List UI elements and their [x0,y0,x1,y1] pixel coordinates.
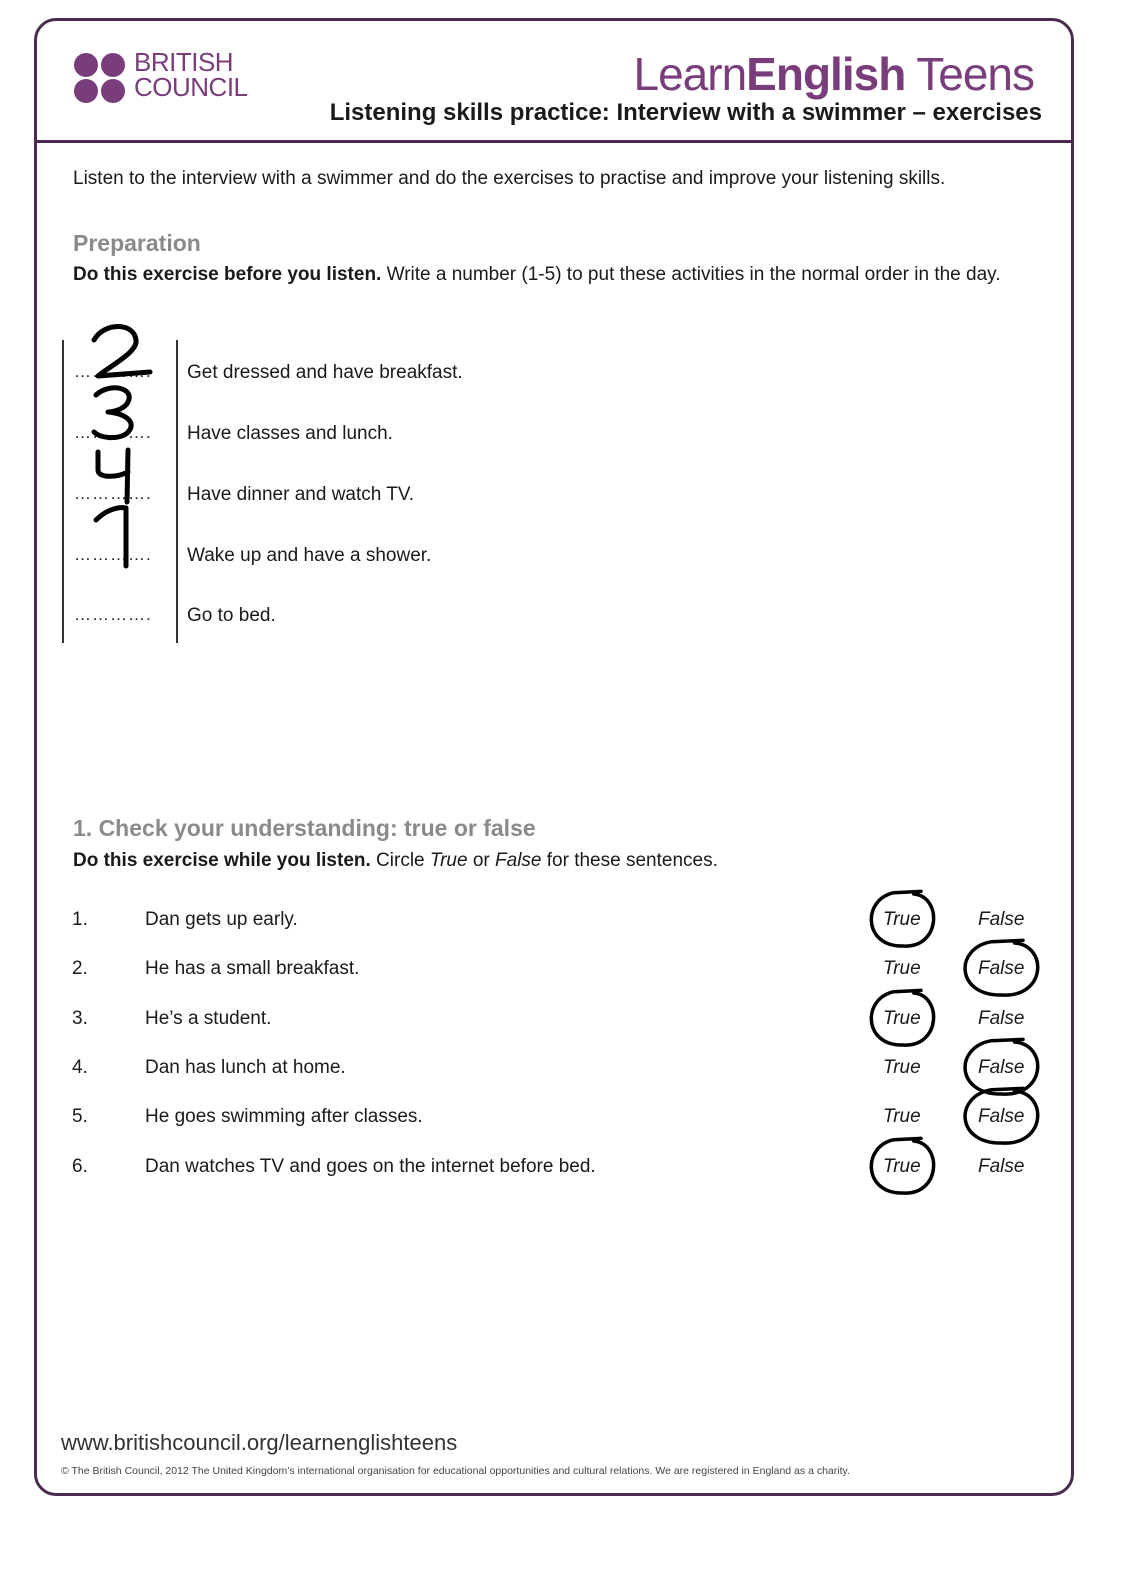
true-option[interactable]: True [883,1156,921,1177]
true-option[interactable]: True [883,1008,921,1029]
logo-dots-icon [74,52,128,104]
false-option[interactable]: False [978,958,1025,979]
true-false-heading: 1. Check your understanding: true or false [73,815,536,841]
false-option[interactable]: False [978,909,1025,930]
preparation-instruction: Do this exercise before you listen. Write a number (1-5) to put these activities in the normal order in the day. [73,264,1001,285]
question-text: He goes swimming after classes. [145,1106,423,1127]
page-title: Listening skills practice: Interview with a swimmer – exercises [329,99,1042,126]
activity-text: Get dressed and have breakfast. [187,362,463,383]
answer-blank[interactable]: …………. [74,484,152,503]
question-text: Dan watches TV and goes on the internet before bed. [145,1156,596,1177]
answer-blank[interactable]: …………. [74,545,152,564]
activity-text: Go to bed. [187,605,276,626]
activity-text: Wake up and have a shower. [187,545,432,566]
british-council-logo [74,47,264,104]
footer-copyright: © The British Council, 2012 The United Kingdom’s international organisation for educational opportunities and cultural relations. We are registered in England as a charity. [61,1465,850,1477]
question-number: 3. [72,1008,88,1029]
activity-text: Have classes and lunch. [187,423,393,444]
question-number: 1. [72,909,88,930]
table-left-border [62,340,64,643]
false-option[interactable]: False [978,1008,1025,1029]
question-number: 2. [72,958,88,979]
true-option[interactable]: True [883,958,921,979]
question-text: He’s a student. [145,1008,272,1029]
answer-blank[interactable]: …………. [74,362,152,381]
question-text: Dan has lunch at home. [145,1057,346,1078]
footer-url: www.britishcouncil.org/learnenglishteens [61,1430,458,1455]
question-number: 4. [72,1057,88,1078]
learnenglish-teens-logo: LearnEnglish Teens [633,48,1034,100]
false-option[interactable]: False [978,1156,1025,1177]
question-number: 5. [72,1106,88,1127]
answer-blank[interactable]: …………. [74,423,152,442]
handwritten-answers [80,320,170,580]
activity-text: Have dinner and watch TV. [187,484,415,505]
header-divider [34,140,1074,143]
true-option[interactable]: True [883,909,921,930]
false-option[interactable]: False [978,1106,1025,1127]
logo-wordmark: BRITISH COUNCIL [134,47,248,102]
question-text: Dan gets up early. [145,909,298,930]
false-option[interactable]: False [978,1057,1025,1078]
table-column-divider [176,340,178,643]
true-option[interactable]: True [883,1057,921,1078]
true-false-instruction: Do this exercise while you listen. Circle True or False for these sentences. [73,850,718,871]
intro-text: Listen to the interview with a swimmer and do the exercises to practise and improve your listening skills. [73,168,946,189]
preparation-heading: Preparation [73,230,201,256]
answer-blank[interactable]: …………. [74,605,152,624]
question-text: He has a small breakfast. [145,958,360,979]
true-option[interactable]: True [883,1106,921,1127]
question-number: 6. [72,1156,88,1177]
